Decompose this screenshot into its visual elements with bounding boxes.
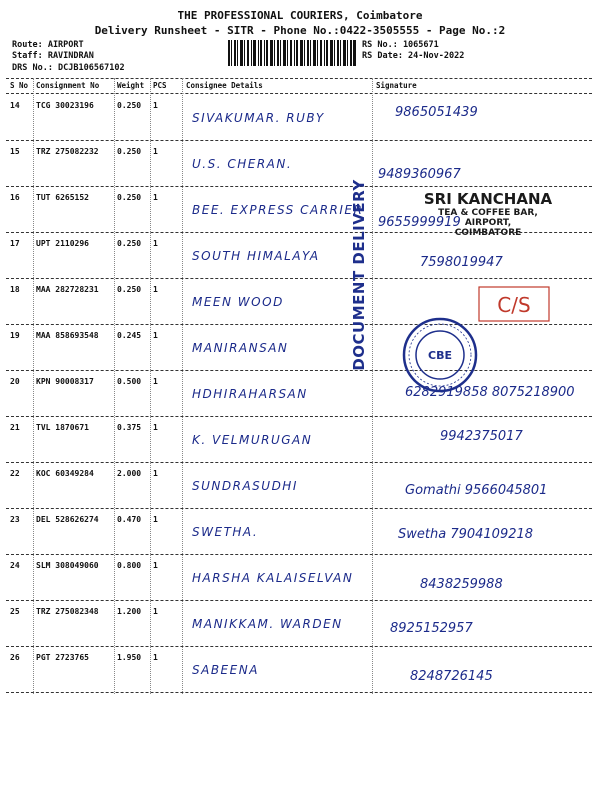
row-sno: 19: [10, 331, 20, 340]
row-consignee: SABEENA: [192, 663, 259, 677]
row-consignment: MAA 282728231: [36, 285, 99, 294]
row-weight: 0.250: [117, 239, 142, 248]
row-pcs: 1: [153, 285, 158, 294]
row-sno: 23: [10, 515, 20, 524]
row-consignee: MEEN WOOD: [192, 295, 284, 309]
shop-subtitle: TEA & COFFEE BAR,: [438, 208, 538, 218]
row-signature: 9489360967: [378, 167, 461, 182]
row-weight: 0.250: [117, 101, 142, 110]
header-bottom-rule: [6, 93, 592, 94]
row-signature: 7598019947: [420, 255, 503, 270]
cs-text: C/S: [497, 293, 531, 317]
header-top-rule: [6, 78, 592, 79]
row-pcs: 1: [153, 193, 158, 202]
row-consignment: DEL 528626274: [36, 515, 99, 524]
col-divider: [33, 78, 34, 694]
col-divider: [114, 78, 115, 694]
shop-name: SRI KANCHANA: [423, 190, 553, 208]
col-sno: S No: [10, 81, 29, 90]
drs-number: DRS No.: DCJB106567102: [12, 63, 125, 73]
row-sno: 15: [10, 147, 20, 156]
row-pcs: 1: [153, 515, 158, 524]
row-weight: 0.250: [117, 285, 142, 294]
row-signature: 9942375017: [440, 429, 523, 444]
row-consignment: TUT 6265152: [36, 193, 89, 202]
row-sno: 25: [10, 607, 20, 616]
row-sno: 14: [10, 101, 20, 110]
row-weight: 0.470: [117, 515, 142, 524]
row-weight: 0.375: [117, 423, 142, 432]
col-signature: Signature: [376, 81, 417, 90]
col-divider: [182, 78, 183, 694]
row-divider: [6, 508, 592, 509]
shop-location: AIRPORT,: [464, 218, 512, 228]
row-divider: [6, 186, 592, 187]
row-divider: [6, 554, 592, 555]
row-divider: [6, 462, 592, 463]
row-consignment: UPT 2110296: [36, 239, 89, 248]
row-consignment: SLM 308049060: [36, 561, 99, 570]
row-consignment: TRZ 275082232: [36, 147, 99, 156]
row-divider: [6, 140, 592, 141]
row-sno: 21: [10, 423, 20, 432]
row-weight: 2.000: [117, 469, 142, 478]
row-consignment: TRZ 275082348: [36, 607, 99, 616]
row-weight: 0.800: [117, 561, 142, 570]
row-pcs: 1: [153, 147, 158, 156]
col-weight: Weight: [117, 81, 145, 90]
row-pcs: 1: [153, 561, 158, 570]
row-weight: 0.245: [117, 331, 142, 340]
row-consignee: SUNDRASUDHI: [192, 479, 298, 493]
row-weight: 1.200: [117, 607, 142, 616]
runsheet-title: Delivery Runsheet - SITR - Phone No.:0422-3505555 - Page No.:2: [94, 24, 506, 37]
row-divider: [6, 278, 592, 279]
row-pcs: 1: [153, 423, 158, 432]
row-weight: 0.500: [117, 377, 142, 386]
col-consignee: Consignee Details: [186, 81, 263, 90]
row-sno: 24: [10, 561, 20, 570]
row-consignee: MANIKKAM. WARDEN: [192, 617, 343, 631]
company-title: THE PROFESSIONAL COURIERS, Coimbatore: [177, 9, 423, 22]
row-signature: Gomathi 9566045801: [405, 483, 548, 498]
row-consignee: SOUTH HIMALAYA: [192, 249, 320, 263]
row-consignee: SIVAKUMAR. RUBY: [192, 111, 325, 125]
col-divider: [150, 78, 151, 694]
col-pcs: PCS: [153, 81, 167, 90]
row-signature: Swetha 7904109218: [398, 527, 534, 542]
row-consignee: K. VELMURUGAN: [192, 433, 313, 447]
row-signature: 8438259988: [420, 577, 503, 592]
row-weight: 0.250: [117, 193, 142, 202]
row-consignee: U.S. CHERAN.: [192, 157, 293, 171]
row-sno: 17: [10, 239, 20, 248]
row-divider: [6, 370, 592, 371]
row-divider: [6, 600, 592, 601]
row-consignee: SWETHA.: [192, 525, 259, 539]
row-pcs: 1: [153, 239, 158, 248]
row-pcs: 1: [153, 377, 158, 386]
row-weight: 1.950: [117, 653, 142, 662]
barcode: [228, 40, 356, 66]
rs-number: RS No.: 1065671: [362, 40, 439, 50]
row-consignee: HDHIRAHARSAN: [192, 387, 308, 401]
row-divider: [6, 416, 592, 417]
rs-date: RS Date: 24-Nov-2022: [362, 51, 465, 61]
cs-stamp: [475, 283, 555, 327]
row-sno: 26: [10, 653, 20, 662]
row-consignment: KPN 90008317: [36, 377, 94, 386]
row-pcs: 1: [153, 469, 158, 478]
row-signature: 9865051439: [395, 105, 478, 120]
staff-label: Staff: RAVINDRAN: [12, 51, 94, 61]
row-consignment: PGT 2723765: [36, 653, 89, 662]
row-signature: 9655999919: [378, 215, 461, 230]
col-divider: [372, 78, 373, 694]
route-label: Route: AIRPORT: [12, 40, 84, 50]
row-consignment: TCG 30023196: [36, 101, 94, 110]
row-divider: [6, 692, 592, 693]
row-pcs: 1: [153, 101, 158, 110]
row-weight: 0.250: [117, 147, 142, 156]
row-sno: 18: [10, 285, 20, 294]
row-pcs: 1: [153, 607, 158, 616]
row-signature: 6282919858 8075218900: [405, 385, 575, 400]
shop-stamp: [388, 190, 588, 238]
row-divider: [6, 646, 592, 647]
row-sno: 16: [10, 193, 20, 202]
row-consignment: TVL 1870671: [36, 423, 89, 432]
shop-city: COIMBATORE: [454, 228, 522, 238]
row-sno: 20: [10, 377, 20, 386]
document-delivery-stamp: DOCUMENT DELIVERY: [350, 179, 368, 371]
row-sno: 22: [10, 469, 20, 478]
row-consignee: MANIRANSAN: [192, 341, 289, 355]
row-pcs: 1: [153, 653, 158, 662]
row-pcs: 1: [153, 331, 158, 340]
round-seal: [395, 315, 485, 395]
seal-center-text: CBE: [428, 349, 452, 362]
row-consignment: KOC 60349284: [36, 469, 94, 478]
row-signature: 8925152957: [390, 621, 473, 636]
row-consignment: MAA 858693548: [36, 331, 99, 340]
col-consignment: Consignment No: [36, 81, 100, 90]
row-consignee: HARSHA KALAISELVAN: [192, 571, 354, 585]
row-signature: 8248726145: [410, 669, 493, 684]
row-consignee: BEE. EXPRESS CARRIER: [192, 203, 364, 217]
